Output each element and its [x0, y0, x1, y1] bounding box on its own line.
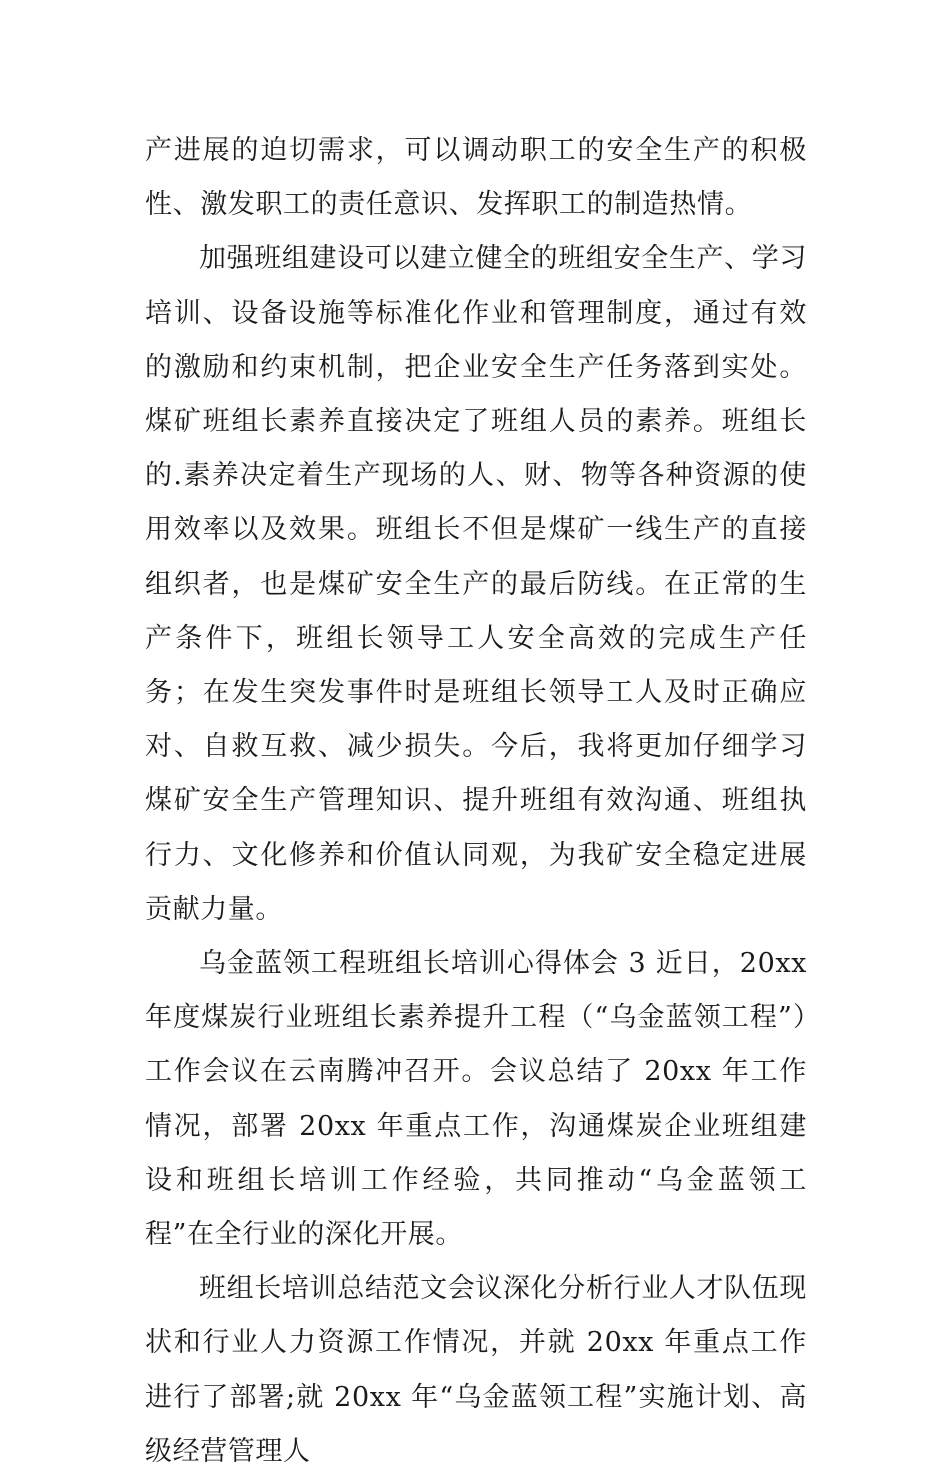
- paragraph-training-summary: 班组长培训总结范文会议深化分析行业人才队伍现状和行业人力资源工作情况，并就 20xx 年重点工作进行了部署;就 20xx 年“乌金蓝领工程”实施计划、高级经营管理人: [145, 1273, 807, 1467]
- paragraph-team-building: 加强班组建设可以建立健全的班组安全生产、学习培训、设备设施等标准化作业和管理制度，通过有效的激励和约束机制，把企业安全生产任务落到实处。煤矿班组长素养直接决定了班组人员的素养。班组长的.素养决定着生产现场的人、财、物等各种资源的使用效率以及效果。班组长不但是煤矿一线生产的直接组织者，也是煤矿安全生产的最后防线。在正常的生产条件下，班组长领导工人安全高效的完成生产任务；在发生突发事件时是班组长领导工人及时正确应对、自救互救、减少损失。今后，我将更加仔细学习煤矿安全生产管理知识、提升班组有效沟通、班组执行力、文化修养和价值认同观，为我矿安全稳定进展贡献力量。: [145, 243, 807, 925]
- document-body: [145, 124, 807, 1479]
- paragraph-continuation: 产进展的迫切需求，可以调动职工的安全生产的积极性、激发职工的责任意识、发挥职工的制造热情。: [145, 135, 807, 221]
- paragraph-conference: 乌金蓝领工程班组长培训心得体会 3 近日，20xx 年度煤炭行业班组长素养提升工程（“乌金蓝领工程”）工作会议在云南腾冲召开。会议总结了 20xx 年工作情况，部署 20xx 年重点工作，沟通煤炭企业班组建设和班组长培训工作经验，共同推动“乌金蓝领工程”在全行业的深化开展。: [145, 948, 807, 1251]
